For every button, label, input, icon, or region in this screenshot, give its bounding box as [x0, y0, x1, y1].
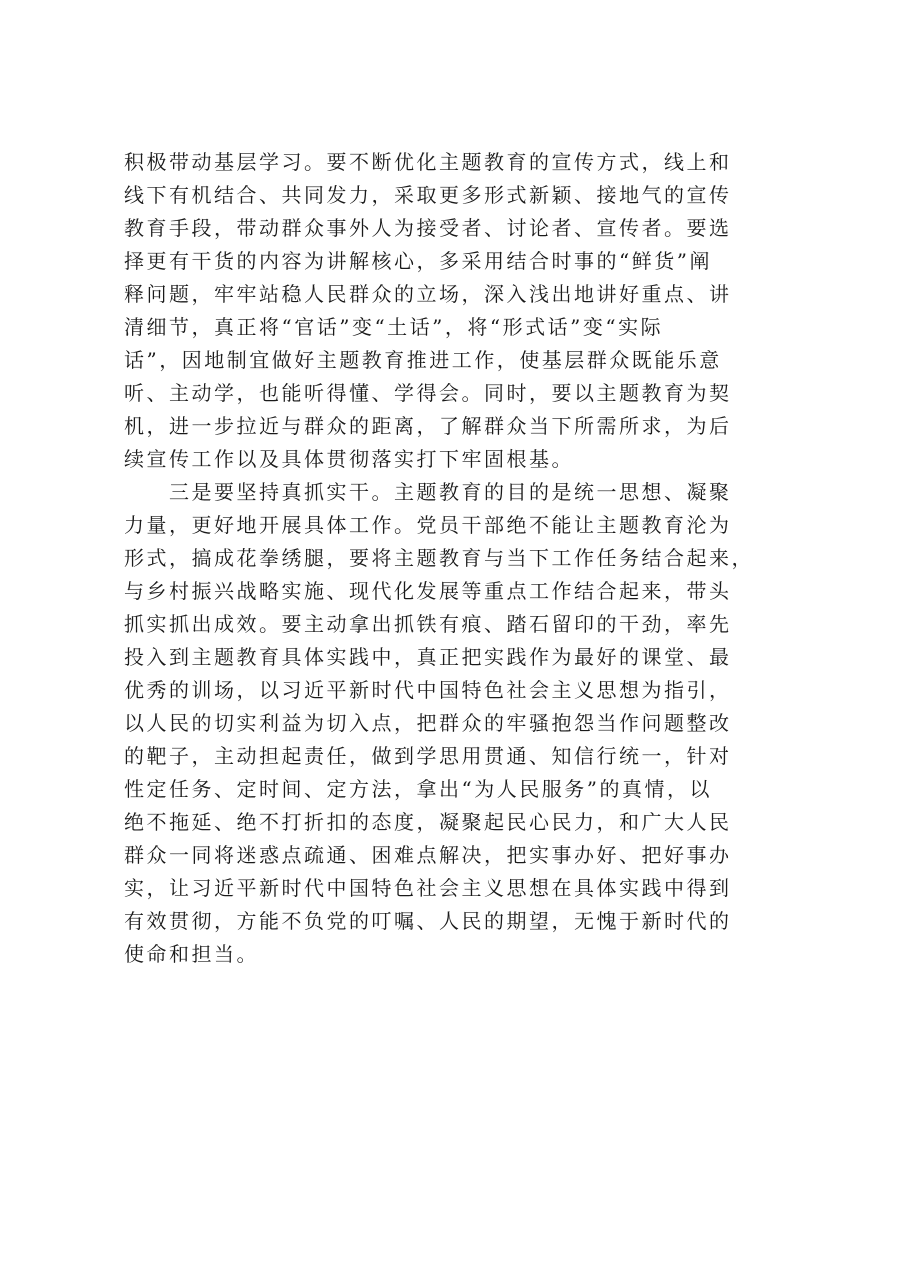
- text-line: 形式，搞成花拳绣腿，要将主题教育与当下工作任务结合起来，: [124, 546, 754, 570]
- text-line: 实，让习近平新时代中国特色社会主义思想在具体实践中得到: [124, 876, 732, 900]
- text-line: 话”，因地制宜做好主题教育推进工作，使基层群众既能乐意: [124, 348, 722, 372]
- text-line: 续宣传工作以及具体贯彻落实打下牢固根基。: [124, 447, 574, 471]
- body-text: [124, 146, 794, 971]
- text-line: 教育手段，带动群众事外人为接受者、讨论者、宣传者。要选: [124, 216, 732, 240]
- text-line: 与乡村振兴战略实施、现代化发展等重点工作结合起来，带头: [124, 579, 732, 603]
- text-line: 投入到主题教育具体实践中，真正把实践作为最好的课堂、最: [124, 645, 732, 669]
- text-line: 择更有干货的内容为讲解核心，多采用结合时事的“鲜货”阐: [124, 249, 712, 273]
- text-line: 清细节，真正将“官话”变“土话”，将“形式话”变“实际: [124, 315, 664, 339]
- text-line: 的靶子，主动担起责任，做到学思用贯通、知信行统一，针对: [124, 744, 732, 768]
- text-line: 听、主动学，也能听得懂、学得会。同时，要以主题教育为契: [124, 381, 732, 405]
- text-line: 抓实抓出成效。要主动拿出抓铁有痕、踏石留印的干劲，率先: [124, 612, 732, 636]
- text-line: 积极带动基层学习。要不断优化主题教育的宣传方式，线上和: [124, 150, 732, 174]
- text-line: 群众一同将迷惑点疏通、困难点解决，把实事办好、把好事办: [124, 843, 732, 867]
- text-line: 使命和担当。: [124, 942, 259, 966]
- text-line: 以人民的切实利益为切入点，把群众的牢骚抱怨当作问题整改: [124, 711, 732, 735]
- text-line: 释问题，牢牢站稳人民群众的立场，深入浅出地讲好重点、讲: [124, 282, 732, 306]
- text-line: 力量，更好地开展具体工作。党员干部绝不能让主题教育沦为: [124, 513, 732, 537]
- text-line: 优秀的训场，以习近平新时代中国特色社会主义思想为指引，: [124, 678, 732, 702]
- paragraph-first-line: 三是要坚持真抓实干。主题教育的目的是统一思想、凝聚: [169, 480, 732, 504]
- text-line: 机，进一步拉近与群众的距离，了解群众当下所需所求，为后: [124, 414, 732, 438]
- text-line: 性定任务、定时间、定方法，拿出“为人民服务”的真情，以: [124, 777, 712, 801]
- text-line: 有效贯彻，方能不负党的叮嘱、人民的期望，无愧于新时代的: [124, 909, 732, 933]
- text-line: 绝不拖延、绝不打折扣的态度，凝聚起民心民力，和广大人民: [124, 810, 732, 834]
- text-line: 线下有机结合、共同发力，采取更多形式新颖、接地气的宣传: [124, 183, 732, 207]
